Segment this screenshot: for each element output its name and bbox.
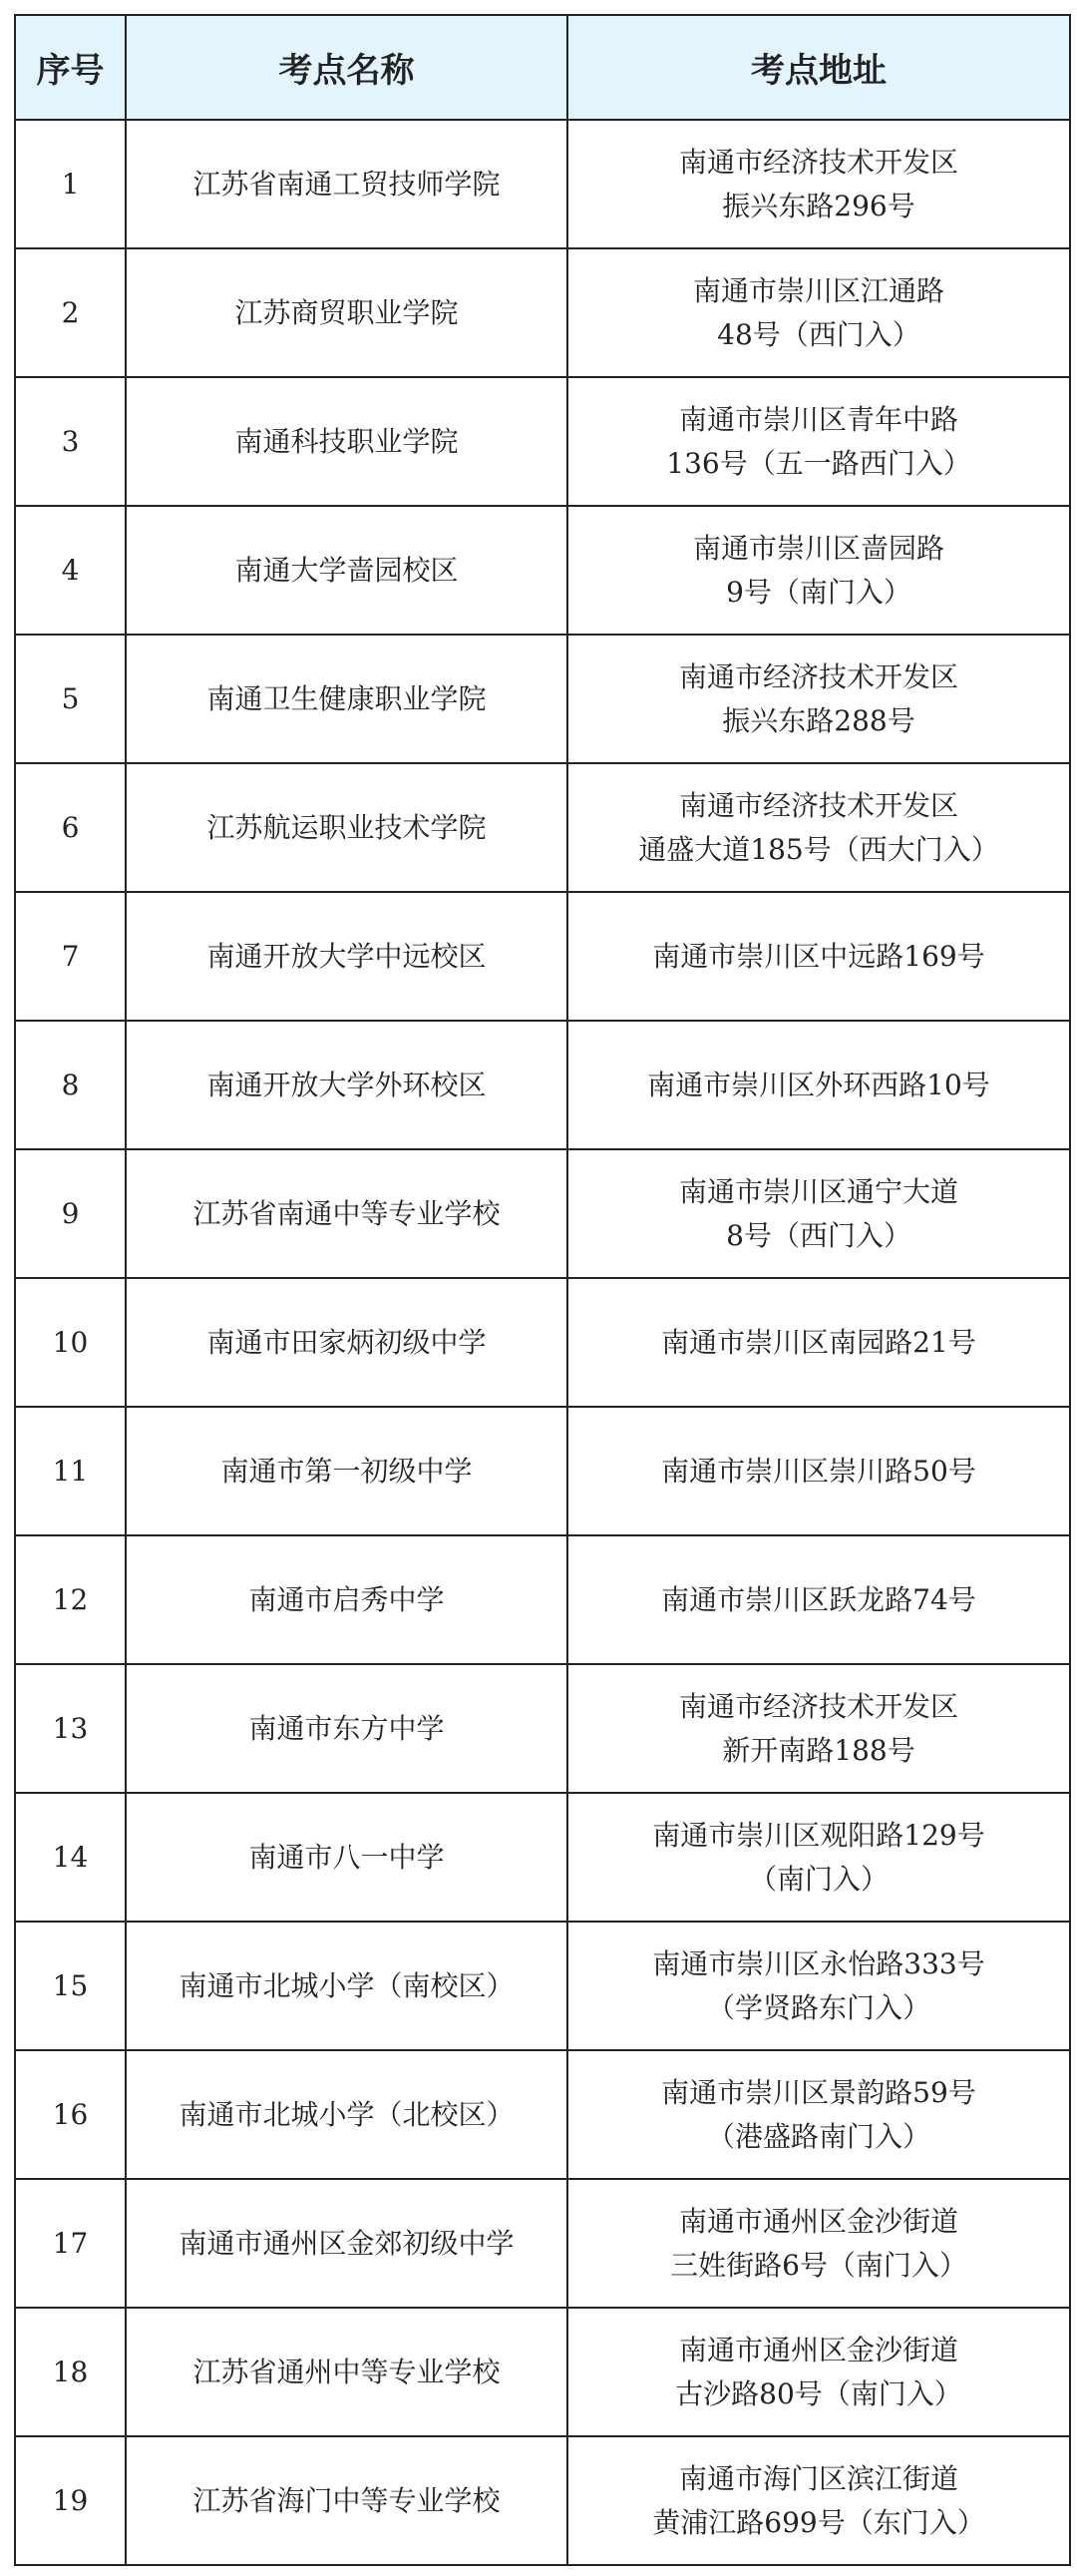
address-line: 南通市崇川区中远路169号	[652, 939, 985, 973]
table-row	[15, 2308, 1070, 2436]
cell-address	[567, 1021, 1070, 1149]
address-line: 南通市崇川区通宁大道	[678, 1174, 958, 1208]
table-row	[15, 377, 1070, 506]
cell-address	[567, 2050, 1070, 2179]
cell-index: 7	[15, 892, 126, 1021]
cell-address	[567, 1664, 1070, 1793]
cell-name: 南通科技职业学院	[126, 377, 567, 506]
cell-name: 南通市第一初级中学	[126, 1407, 567, 1535]
address-line: 黄浦江路699号（东门入）	[652, 2505, 985, 2539]
table-header-row	[15, 15, 1070, 120]
header-name: 考点名称	[126, 15, 567, 120]
cell-index: 6	[15, 763, 126, 892]
cell-index: 4	[15, 506, 126, 635]
table-row	[15, 2050, 1070, 2179]
cell-address	[567, 1149, 1070, 1278]
address-line: 南通市崇川区南园路21号	[661, 1325, 976, 1359]
address-line: 南通市通州区金沙街道	[678, 2333, 958, 2366]
address-line: 南通市崇川区江通路	[692, 273, 944, 307]
cell-name: 江苏省南通中等专业学校	[126, 1149, 567, 1278]
cell-index: 11	[15, 1407, 126, 1535]
cell-index: 17	[15, 2179, 126, 2308]
cell-index: 12	[15, 1535, 126, 1664]
cell-name: 江苏省海门中等专业学校	[126, 2436, 567, 2565]
address-line: 9号（南门入）	[726, 575, 911, 609]
cell-name: 南通开放大学外环校区	[126, 1021, 567, 1149]
table-row	[15, 1922, 1070, 2050]
address-line: 三姓街路6号（南门入）	[670, 2248, 967, 2282]
cell-address	[567, 506, 1070, 635]
address-line: （学贤路东门入）	[706, 1990, 930, 2024]
cell-name: 南通市通州区金郊初级中学	[126, 2179, 567, 2308]
cell-address	[567, 2179, 1070, 2308]
cell-address	[567, 1922, 1070, 2050]
cell-name: 江苏商贸职业学院	[126, 248, 567, 377]
table-row	[15, 892, 1070, 1021]
address-line: 南通市崇川区跃龙路74号	[661, 1582, 976, 1616]
table-row	[15, 1793, 1070, 1922]
cell-name: 南通开放大学中远校区	[126, 892, 567, 1021]
table-row	[15, 1021, 1070, 1149]
table-row	[15, 1535, 1070, 1664]
cell-name: 南通市北城小学（北校区）	[126, 2050, 567, 2179]
table-row	[15, 1664, 1070, 1793]
table-row	[15, 1149, 1070, 1278]
cell-index: 13	[15, 1664, 126, 1793]
address-line: 南通市崇川区观阳路129号	[652, 1818, 985, 1852]
cell-index: 1	[15, 120, 126, 248]
cell-index: 8	[15, 1021, 126, 1149]
address-line: 南通市经济技术开发区	[678, 788, 958, 822]
cell-name: 南通市田家炳初级中学	[126, 1278, 567, 1407]
cell-index: 15	[15, 1922, 126, 2050]
cell-index: 5	[15, 635, 126, 763]
address-line: 南通市经济技术开发区	[678, 145, 958, 179]
cell-name: 南通市启秀中学	[126, 1535, 567, 1664]
cell-name: 南通大学啬园校区	[126, 506, 567, 635]
address-line: 通盛大道185号（西大门入）	[638, 832, 999, 866]
cell-address	[567, 1278, 1070, 1407]
cell-index: 10	[15, 1278, 126, 1407]
cell-address	[567, 248, 1070, 377]
address-line: 南通市崇川区青年中路	[678, 402, 958, 436]
cell-address	[567, 2308, 1070, 2436]
cell-address	[567, 1793, 1070, 1922]
cell-name: 南通市东方中学	[126, 1664, 567, 1793]
cell-address	[567, 1535, 1070, 1664]
header-address: 考点地址	[567, 15, 1070, 120]
cell-name: 江苏航运职业技术学院	[126, 763, 567, 892]
cell-name: 南通市八一中学	[126, 1793, 567, 1922]
header-index: 序号	[15, 15, 126, 120]
address-line: 48号（西门入）	[717, 317, 920, 351]
address-line: （港盛路南门入）	[706, 2119, 930, 2153]
address-line: 振兴东路296号	[722, 189, 915, 222]
address-line: 振兴东路288号	[722, 703, 915, 737]
cell-index: 3	[15, 377, 126, 506]
cell-index: 14	[15, 1793, 126, 1922]
address-line: 136号（五一路西门入）	[666, 446, 971, 480]
address-line: 南通市崇川区外环西路10号	[647, 1068, 990, 1101]
table-row	[15, 506, 1070, 635]
cell-name: 江苏省南通工贸技师学院	[126, 120, 567, 248]
table-row	[15, 2179, 1070, 2308]
cell-index: 19	[15, 2436, 126, 2565]
address-line: 南通市崇川区景韵路59号	[661, 2075, 976, 2109]
address-line: 南通市崇川区崇川路50号	[661, 1454, 976, 1488]
cell-address	[567, 635, 1070, 763]
address-line: 南通市海门区滨江街道	[678, 2461, 958, 2495]
table-row	[15, 248, 1070, 377]
address-line: 古沙路80号（南门入）	[675, 2376, 962, 2410]
address-line: 南通市崇川区啬园路	[692, 531, 944, 565]
address-line: 新开南路188号	[722, 1733, 915, 1767]
cell-address	[567, 1407, 1070, 1535]
table-row	[15, 120, 1070, 248]
table-row	[15, 635, 1070, 763]
cell-index: 18	[15, 2308, 126, 2436]
table-row	[15, 2436, 1070, 2565]
cell-index: 16	[15, 2050, 126, 2179]
cell-address	[567, 377, 1070, 506]
address-line: 南通市崇川区永怡路333号	[652, 1946, 985, 1980]
address-line: （南门入）	[748, 1862, 889, 1896]
cell-index: 9	[15, 1149, 126, 1278]
table-row	[15, 1278, 1070, 1407]
cell-address	[567, 892, 1070, 1021]
address-line: 南通市经济技术开发区	[678, 1689, 958, 1723]
cell-address	[567, 120, 1070, 248]
cell-address	[567, 763, 1070, 892]
address-line: 南通市通州区金沙街道	[678, 2204, 958, 2238]
table-row	[15, 763, 1070, 892]
cell-index: 2	[15, 248, 126, 377]
cell-address	[567, 2436, 1070, 2565]
address-line: 南通市经济技术开发区	[678, 659, 958, 693]
cell-name: 南通市北城小学（南校区）	[126, 1922, 567, 2050]
cell-name: 江苏省通州中等专业学校	[126, 2308, 567, 2436]
table-row	[15, 1407, 1070, 1535]
address-line: 8号（西门入）	[726, 1218, 911, 1252]
exam-sites-table	[14, 14, 1071, 2566]
cell-name: 南通卫生健康职业学院	[126, 635, 567, 763]
